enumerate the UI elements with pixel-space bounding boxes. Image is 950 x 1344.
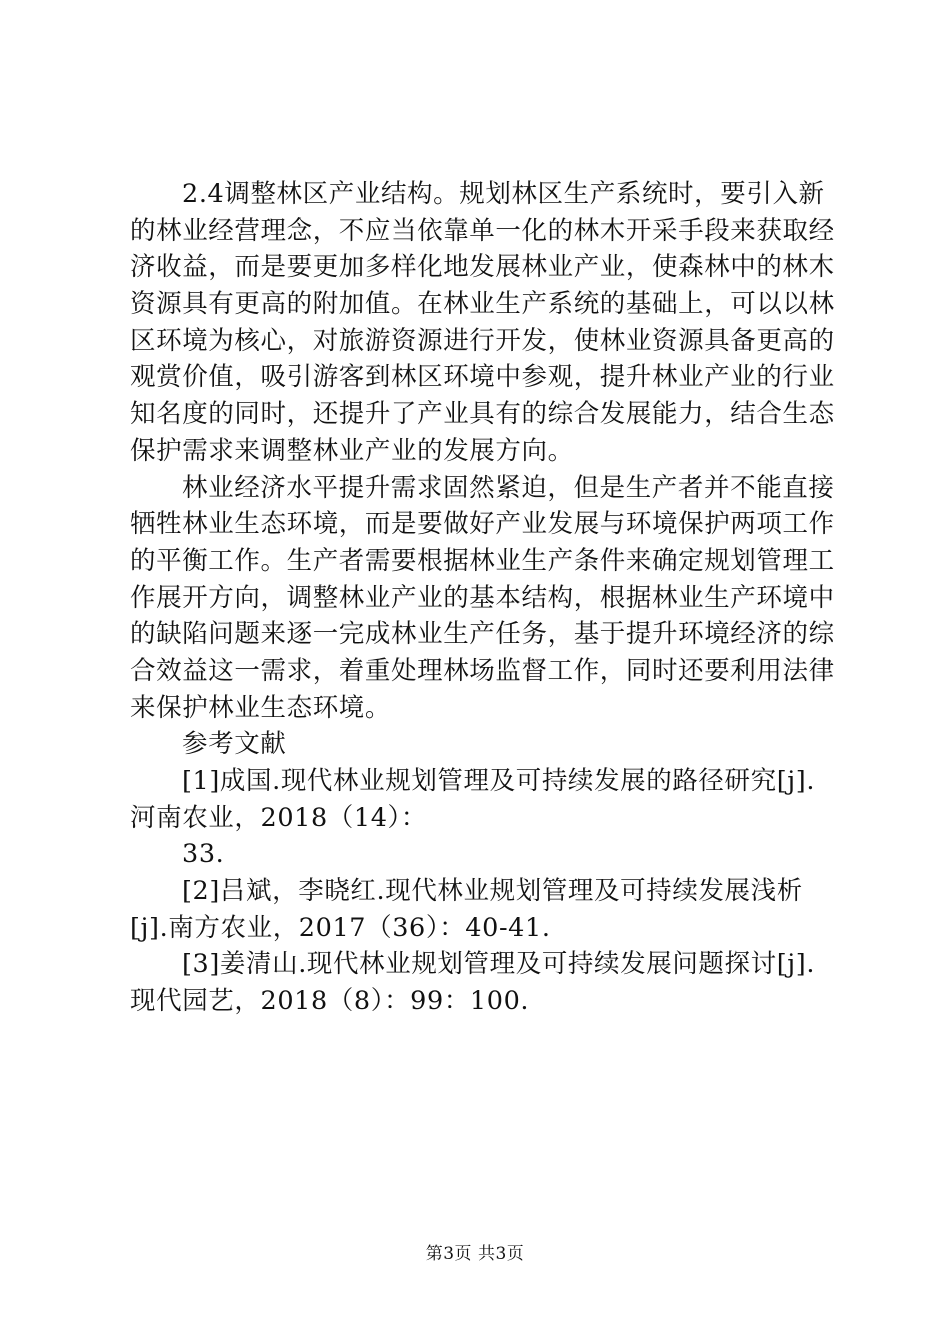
page-footer: 第3页 共3页 — [425, 1244, 525, 1264]
text-line: 来保护林业生态环境。 — [130, 692, 392, 723]
text-line: 济收益，而是要更加多样化地发展林业产业，使森林中的林木 — [130, 252, 835, 283]
text-line: 的林业经营理念，不应当依靠单一化的林木开采手段来获取经 — [130, 215, 835, 246]
text-line: 2.4调整林区产业结构。规划林区生产系统时，要引入新 — [182, 179, 825, 209]
text-line: 牺牲林业生态环境，而是要做好产业发展与环境保护两项工作 — [130, 509, 835, 540]
text-line: 区环境为核心，对旅游资源进行开发，使林业资源具备更高的 — [130, 325, 835, 356]
text-line: 河南农业，2018（14）： — [130, 802, 427, 833]
text-line: [j].南方农业，2017（36）：40-41. — [130, 912, 551, 943]
text-line: 作展开方向，调整林业产业的基本结构，根据林业生产环境中 — [130, 582, 835, 613]
text-line: 林业经济水平提升需求固然紧迫，但是生产者并不能直接 — [182, 472, 835, 503]
text-line: 保护需求来调整林业产业的发展方向。 — [130, 435, 574, 466]
text-line: 合效益这一需求，着重处理林场监督工作，同时还要利用法律 — [130, 655, 835, 686]
text-line: 33. — [182, 839, 225, 870]
document-body — [130, 176, 835, 1020]
text-line: 观赏价值，吸引游客到林区环境中参观，提升林业产业的行业 — [130, 362, 835, 393]
text-line: 的缺陷问题来逐一完成林业生产任务，基于提升环境经济的综 — [130, 619, 835, 650]
text-line: [2]吕斌，李晓红.现代林业规划管理及可持续发展浅析 — [182, 876, 803, 907]
text-line: 资源具有更高的附加值。在林业生产系统的基础上，可以以林 — [130, 289, 835, 320]
text-line: 的平衡工作。生产者需要根据林业生产条件来确定规划管理工 — [130, 545, 835, 576]
text-line: 知名度的同时，还提升了产业具有的综合发展能力，结合生态 — [130, 399, 835, 430]
text-line: [3]姜清山.现代林业规划管理及可持续发展问题探讨[j]. — [182, 949, 816, 980]
text-line: 现代园艺，2018（8）：99：100. — [130, 986, 530, 1017]
text-line: 参考文献 — [182, 729, 287, 760]
text-line: [1]成国.现代林业规划管理及可持续发展的路径研究[j]. — [182, 766, 816, 796]
